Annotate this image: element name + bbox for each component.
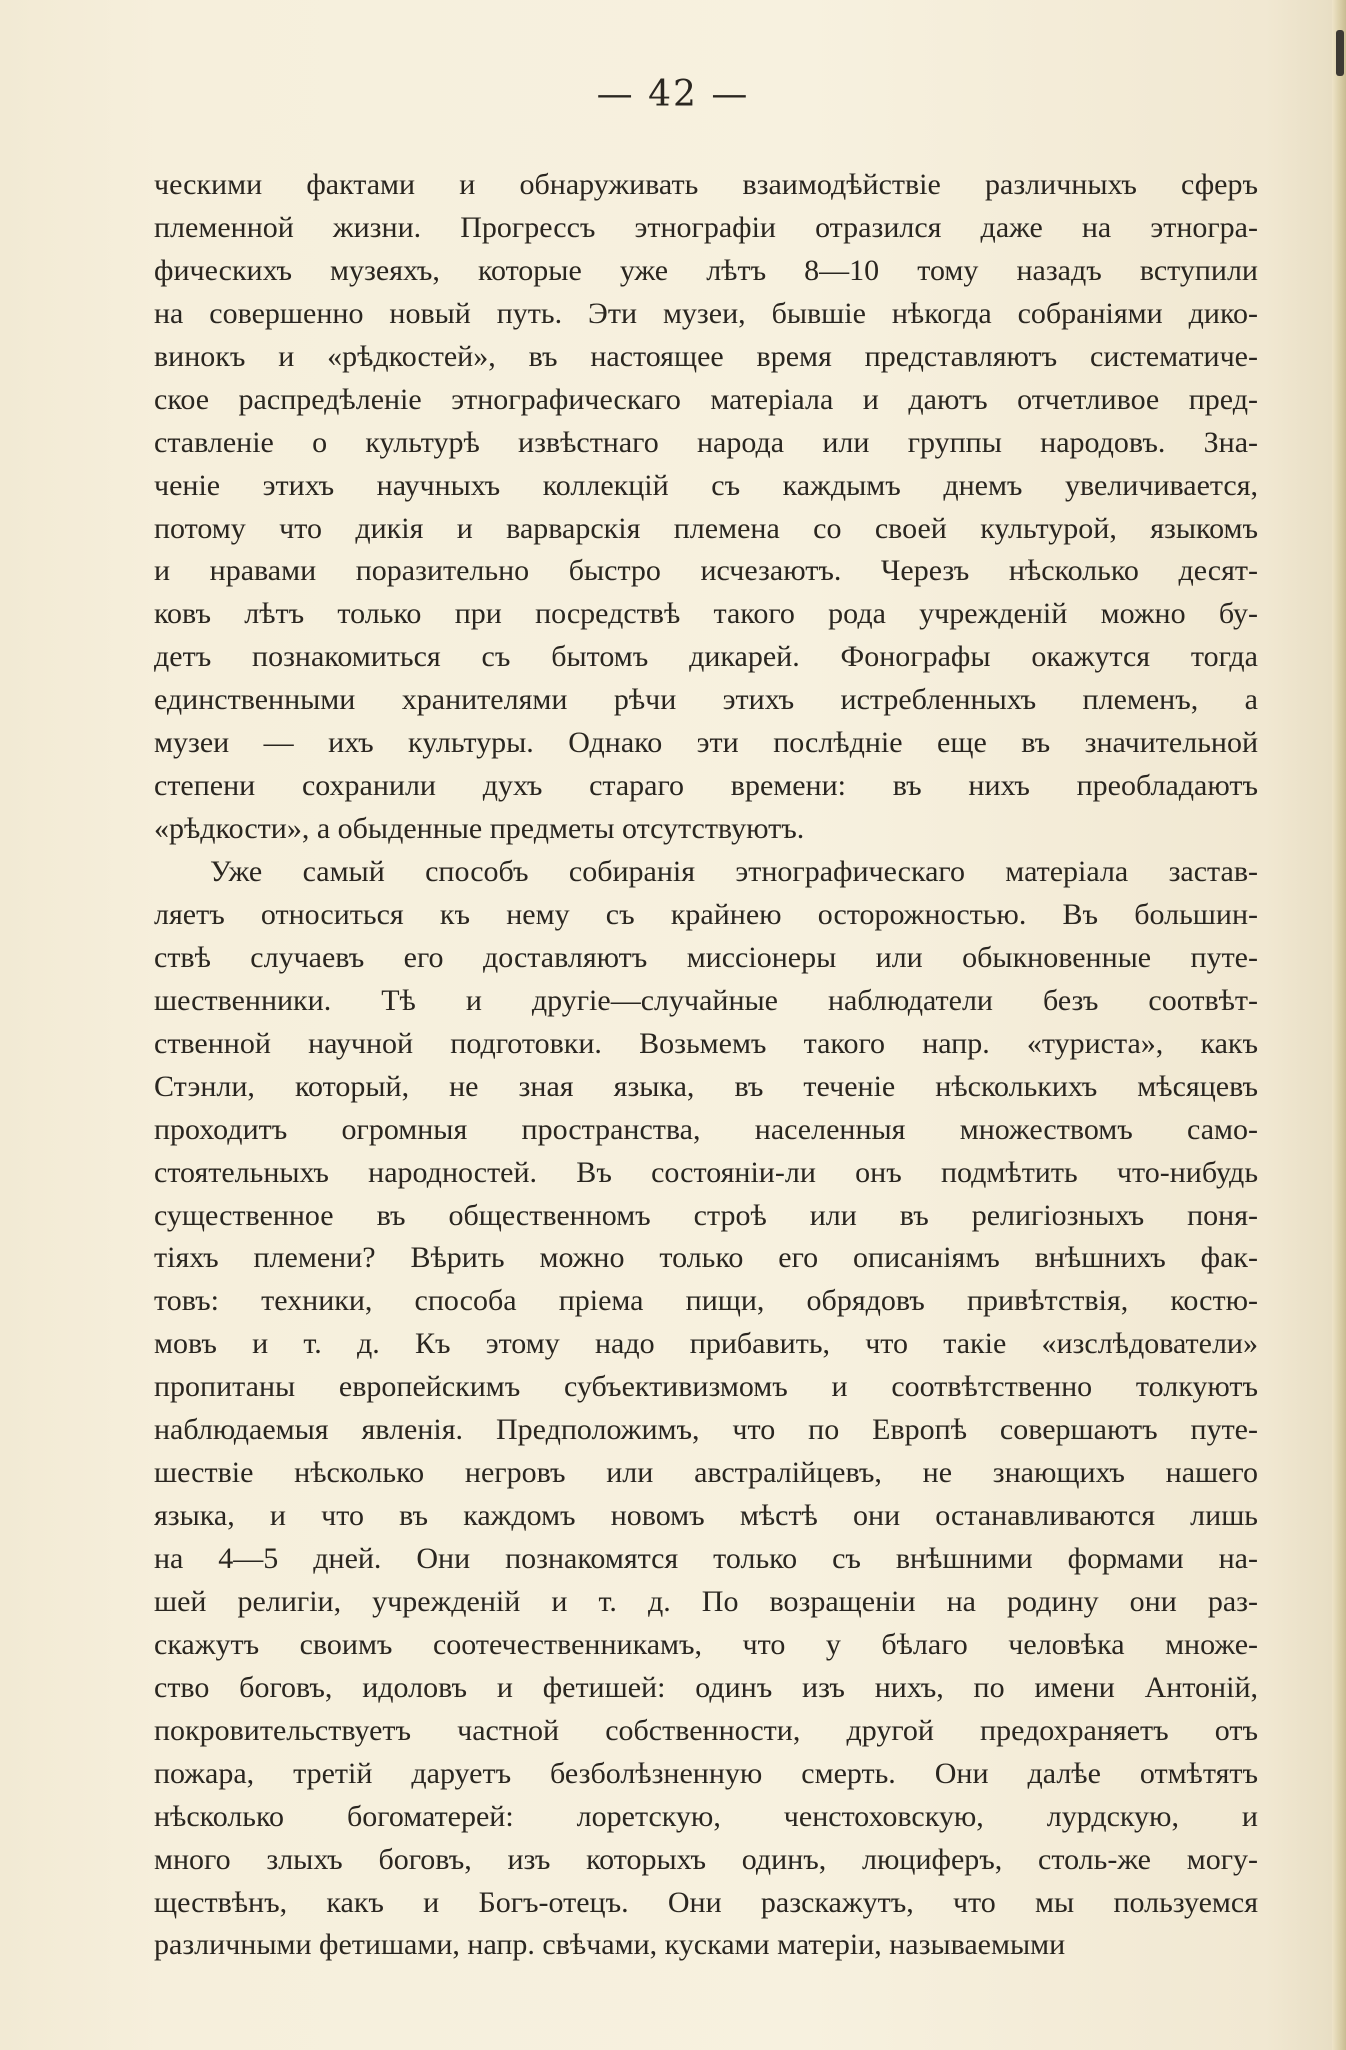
text-line: детъ познакомиться съ бытомъ дикарей. Фонографы окажутся тогда xyxy=(154,640,1258,674)
text-line: на совершенно новый путь. Эти музеи, бывшіе нѣкогда собраніями дико- xyxy=(154,296,1258,330)
text-line: степени сохранили духъ стараго времени: въ нихъ преобладаютъ xyxy=(154,769,1258,803)
binding-mark xyxy=(1336,30,1344,76)
text-line: проходитъ огромныя пространства, населенныя множествомъ само- xyxy=(154,1112,1258,1146)
text-line: нѣсколько богоматерей: лоретскую, ченстоховскую, лурдскую, и xyxy=(154,1799,1258,1833)
text-line: племенной жизни. Прогрессъ этнографіи отразился даже на этногра- xyxy=(154,210,1258,244)
text-line: существенное въ общественномъ строѣ или въ религіозныхъ поня- xyxy=(154,1198,1258,1232)
page-edge xyxy=(1332,0,1346,2050)
text-line: ченіе этихъ научныхъ коллекцій съ каждымъ днемъ увеличивается, xyxy=(154,468,1258,502)
text-line: скажутъ своимъ соотечественникамъ, что у бѣлаго человѣка множе- xyxy=(154,1627,1258,1661)
text-line: покровительствуетъ частной собственности, другой предохраняетъ отъ xyxy=(154,1713,1258,1747)
text-line: и нравами поразительно быстро исчезаютъ. Черезъ нѣсколько десят- xyxy=(154,554,1258,588)
page-number: — 42 — xyxy=(596,74,750,115)
text-line: ществѣнъ, какъ и Богъ-отецъ. Они разскажутъ, что мы пользуемся xyxy=(154,1885,1258,1919)
paragraph xyxy=(154,851,1258,1967)
text-line: наблюдаемыя явленія. Предположимъ, что по Европѣ совершаютъ путе- xyxy=(154,1413,1258,1447)
text-line: ственной научной подготовки. Возьмемъ такого напр. «туриста», какъ xyxy=(154,1026,1258,1060)
text-line: ствѣ случаевъ его доставляютъ миссіонеры или обыкновенные путе- xyxy=(154,940,1258,974)
text-line: ляетъ относиться къ нему съ крайнею осторожностью. Въ большин- xyxy=(154,897,1258,931)
text-line: шествіе нѣсколько негровъ или австралійцевъ, не знающихъ нашего xyxy=(154,1456,1258,1490)
text-line: много злыхъ боговъ, изъ которыхъ одинъ, люциферъ, столь-же могу- xyxy=(154,1842,1258,1876)
text-line: языка, и что въ каждомъ новомъ мѣстѣ они останавливаются лишь xyxy=(154,1499,1258,1533)
text-line: Стэнли, который, не зная языка, въ теченіе нѣсколькихъ мѣсяцевъ xyxy=(154,1069,1258,1103)
text-line: ковъ лѣтъ только при посредствѣ такого рода учрежденій можно бу- xyxy=(154,597,1258,631)
text-line: шественники. Тѣ и другіе—случайные наблюдатели безъ соотвѣт- xyxy=(154,983,1258,1017)
text-line: тіяхъ племени? Вѣрить можно только его описаніямъ внѣшнихъ фак- xyxy=(154,1241,1258,1275)
text-line: товъ: техники, способа пріема пищи, обрядовъ привѣтствія, костю- xyxy=(154,1284,1258,1318)
text-line: стоятельныхъ народностей. Въ состояніи-ли онъ подмѣтить что-нибудь xyxy=(154,1155,1258,1189)
body-text xyxy=(154,164,1258,1967)
text-line: на 4—5 дней. Они познакомятся только съ внѣшними формами на- xyxy=(154,1542,1258,1575)
text-line: пожара, третій даруетъ безболѣзненную смерть. Они далѣе отмѣтятъ xyxy=(154,1756,1258,1790)
text-line: музеи — ихъ культуры. Однако эти послѣдніе еще въ значительной xyxy=(154,726,1258,760)
text-line: различными фетишами, напр. свѣчами, кусками матеріи, называемыми xyxy=(154,1928,1066,1962)
text-line: ство боговъ, идоловъ и фетишей: одинъ изъ нихъ, по имени Антоній, xyxy=(154,1670,1258,1704)
text-line: ческими фактами и обнаруживать взаимодѣйствіе различныхъ сферъ xyxy=(154,168,1258,201)
text-line: фическихъ музеяхъ, которые уже лѣтъ 8—10 тому назадъ вступили xyxy=(154,253,1258,287)
text-line: потому что дикія и варварскія племена со своей культурой, языкомъ xyxy=(154,511,1258,545)
text-line: мовъ и т. д. Къ этому надо прибавить, что такіе «изслѣдователи» xyxy=(154,1327,1258,1361)
paragraph xyxy=(154,164,1258,851)
text-line: шей религіи, учрежденій и т. д. По возращеніи на родину они раз- xyxy=(154,1584,1258,1618)
text-line: ставленіе о культурѣ извѣстнаго народа или группы народовъ. Зна- xyxy=(154,425,1258,459)
text-line: Уже самый способъ собиранія этнографическаго матеріала застав- xyxy=(210,855,1258,888)
text-line: «рѣдкости», а обыденные предметы отсутствуютъ. xyxy=(154,812,805,846)
text-line: единственными хранителями рѣчи этихъ истребленныхъ племенъ, а xyxy=(154,683,1258,717)
text-line: ское распредѣленіе этнографическаго матеріала и даютъ отчетливое пред- xyxy=(154,382,1258,416)
text-line: винокъ и «рѣдкостей», въ настоящее время представляютъ систематиче- xyxy=(154,339,1258,373)
text-line: пропитаны европейскимъ субъективизмомъ и соотвѣтственно толкуютъ xyxy=(154,1370,1258,1404)
